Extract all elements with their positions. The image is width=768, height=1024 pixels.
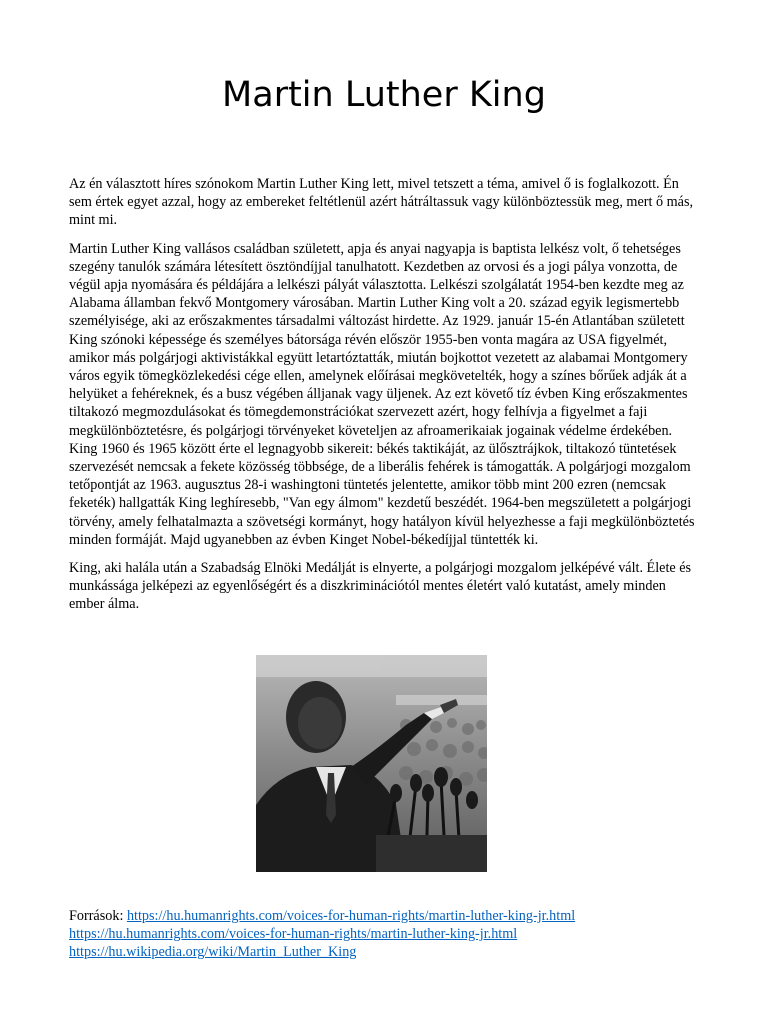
paragraph-intro: Az én választott híres szónokom Martin Luther King lett, mivel tetszett a téma, amivel ő is foglalkozott. Én sem értek egyet azzal, hogy az embereket feltétlenül azért hátráltassuk vagy különböztessük meg, mert ő más, mint mi. xyxy=(69,176,694,229)
mlk-speech-photo xyxy=(256,655,487,872)
photo-illustration xyxy=(256,655,487,872)
paragraph-legacy: King, aki halála után a Szabadság Elnöki Medálját is elnyerte, a polgárjogi mozgalom jelképévé vált. Élete és munkássága jelképezi az egyenlőségért és a diszkriminációtól mentes életért való kutatást, amely minden ember álma. xyxy=(69,560,692,613)
source-link-humanrights-2[interactable]: https://hu.humanrights.com/voices-for-human-rights/martin-luther-king-jr.html xyxy=(69,926,518,943)
source-link-wikipedia[interactable]: https://hu.wikipedia.org/wiki/Martin_Luther_King xyxy=(69,944,357,961)
sources-line-1 xyxy=(69,907,709,925)
paragraph-biography: Martin Luther King vallásos családban született, apja és anyai nagyapja is baptista lelkész volt, ő tehetséges szegény tanulók számára létesített ösztöndíjjal tanulhatott. Kezdetben az orvosi és a jogi pálya vonzotta, de végül apja nyomására és példájára a lelkészi pályát választotta. Lelkészi szolgálatát 1954-ben kezdte meg az Alabama államban fekvő Montgomery városában. Martin Luther King volt a 20. század egyik legismertebb személyisége, aki az erőszakmentes társadalmi változást hirdette. Az 1929. január 15-én Atlantában született King szónoki képessége és személyes bátorsága révén először 1955-ben vonta magára az USA figyelmét, amikor más polgárjogi aktivistákkal együtt letartóztatták, miután bojkottot vezetett az alabamai Montgomery város egyik tömegközlekedési cége ellen, amelynek előírásai megkövetelték, hogy a színes bőrűek adják át a helyüket a fehéreknek, és a busz végében álljanak vagy üljenek. Az ezt követő tíz évben King erőszakmentes tiltakozó megmozdulásokat és tömegdemonstrációkat szervezett azért, hogy felhívja a figyelmet a faji megkülönböztetésre, és polgárjogi törvényeket követeljen az afroamerikaiak jogainak védelme érdekében. King 1960 és 1965 között érte el legnagyobb sikereit: békés taktikáját, az ülősztrájkok, tiltakozó tüntetések szervezését nemcsak a fekete közösség többsége, de a liberális fehérek is támogatták. A polgárjogi mozgalom tetőpontját az 1963. augusztus 28-i washingtoni tüntetés jelentette, amikor több mint 200 ezren (nemcsak feketék) hallgatták King leghíresebb, "Van egy álmom" kezdetű beszédét. 1964-ben megszületett a polgárjogi törvény, amely felhatalmazta a szövetségi kormányt, hogy hatályon kívül helyezhesse a faji megkülönböztetés minden formáját. Majd ugyanebben az évben Kinget Nobel-békedíjjal tüntették ki. xyxy=(69,240,695,548)
sources-line-3 xyxy=(69,943,709,961)
sources-line-2 xyxy=(69,925,709,943)
sources-section xyxy=(69,907,709,962)
sources-label: Források: xyxy=(69,908,124,924)
document-body xyxy=(69,175,701,624)
document-title: Martin Luther King xyxy=(222,75,546,115)
source-link-humanrights-1[interactable]: https://hu.humanrights.com/voices-for-human-rights/martin-luther-king-jr.html xyxy=(126,908,576,924)
